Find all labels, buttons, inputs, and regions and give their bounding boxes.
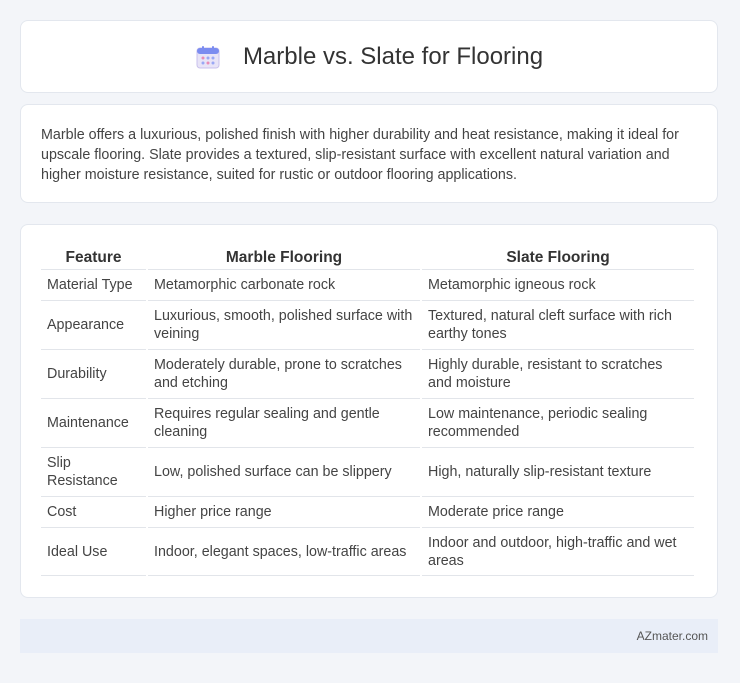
intro-text: Marble offers a luxurious, polished finish with higher durability and heat resistance, making it ideal for upscale flooring. Slate provides a textured, slip-resistant surface with excellent natural variation and higher moisture resistance, suited for rustic or outdoor flooring applications.	[41, 127, 679, 183]
footer	[20, 619, 718, 653]
column-header-marble: Marble Flooring	[148, 245, 420, 270]
column-header-feature: Feature	[41, 245, 146, 270]
feature-cell: Material Type	[41, 270, 146, 301]
table-row	[41, 270, 694, 301]
feature-cell: Maintenance	[41, 399, 146, 448]
column-header-slate: Slate Flooring	[422, 245, 694, 270]
marble-cell: Low, polished surface can be slippery	[148, 448, 420, 497]
slate-cell: Textured, natural cleft surface with rich earthy tones	[422, 301, 694, 350]
marble-cell: Metamorphic carbonate rock	[148, 270, 420, 301]
slate-cell: Metamorphic igneous rock	[422, 270, 694, 301]
footer-credit: AZmater.com	[636, 629, 708, 643]
slate-cell: Indoor and outdoor, high-traffic and wet areas	[422, 528, 694, 576]
comparison-card	[20, 224, 718, 598]
table-row	[41, 528, 694, 576]
table-row	[41, 301, 694, 350]
feature-cell: Appearance	[41, 301, 146, 350]
page-title: Marble vs. Slate for Flooring	[242, 42, 544, 70]
feature-cell: Slip Resistance	[41, 448, 146, 497]
slate-cell: Low maintenance, periodic sealing recommended	[422, 399, 694, 448]
table-header-row	[41, 245, 694, 270]
comparison-table	[39, 245, 696, 576]
slate-cell: Highly durable, resistant to scratches and moisture	[422, 350, 694, 399]
feature-cell: Cost	[41, 497, 146, 528]
table-row	[41, 350, 694, 399]
marble-cell: Requires regular sealing and gentle cleaning	[148, 399, 420, 448]
table-row	[41, 448, 694, 497]
marble-cell: Indoor, elegant spaces, low-traffic areas	[148, 528, 420, 576]
table-row	[41, 399, 694, 448]
title-card	[20, 20, 718, 93]
calendar-icon	[195, 44, 221, 70]
slate-cell: Moderate price range	[422, 497, 694, 528]
slate-cell: High, naturally slip-resistant texture	[422, 448, 694, 497]
marble-cell: Moderately durable, prone to scratches and etching	[148, 350, 420, 399]
marble-cell: Luxurious, smooth, polished surface with veining	[148, 301, 420, 350]
feature-cell: Durability	[41, 350, 146, 399]
intro-card	[20, 104, 718, 203]
table-row	[41, 497, 694, 528]
marble-cell: Higher price range	[148, 497, 420, 528]
feature-cell: Ideal Use	[41, 528, 146, 576]
